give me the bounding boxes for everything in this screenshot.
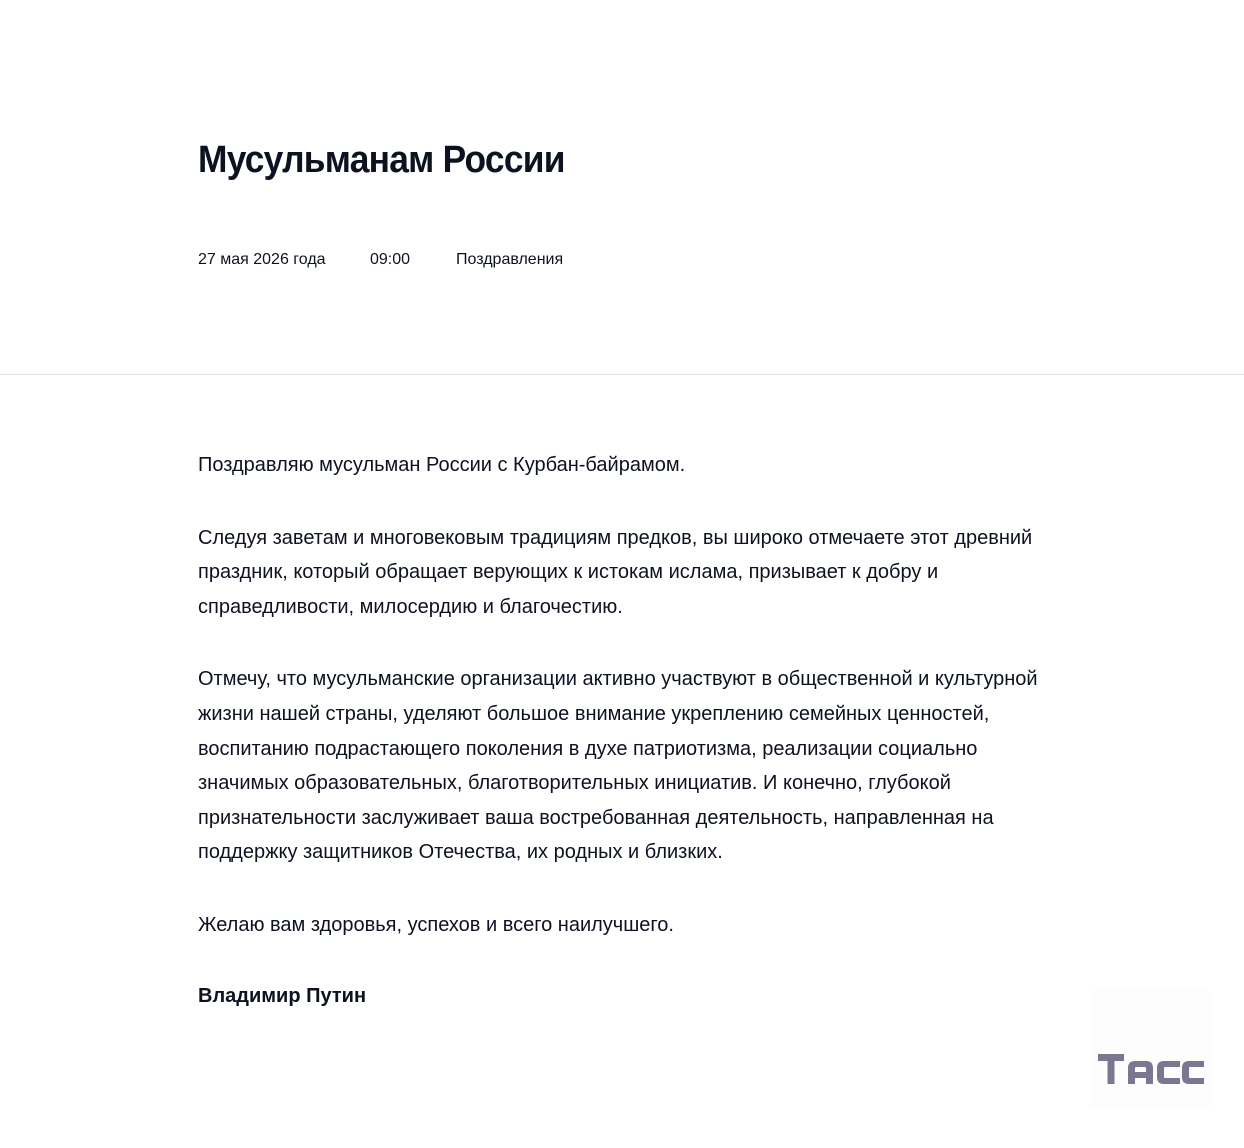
paragraph: Следуя заветам и многовековым традициям предков, вы широко отмечаете этот древний праздник, который обращает верующих к истокам ислама, призывает к добру и справедливости, милосердию и благочестию.	[198, 526, 1033, 618]
paragraph: Поздравляю мусульман России с Курбан-байрамом.	[198, 454, 686, 476]
header-divider	[0, 374, 1244, 375]
tass-watermark	[1090, 990, 1210, 1108]
page-title: Мусульманам России	[198, 139, 565, 181]
paragraph: Желаю вам здоровья, успехов и всего наилучшего.	[198, 913, 674, 936]
category-link[interactable]: Поздравления	[456, 251, 564, 268]
article-body	[198, 448, 1058, 1013]
tass-logo	[1098, 1052, 1204, 1086]
publish-time: 09:00	[370, 251, 411, 268]
paragraph: Отмечу, что мусульманские организации активно участвуют в общественной и культурной жизни нашей страны, уделяют большое внимание укреплению семейных ценностей, воспитанию подрастающего поколения в духе патриотизма, реализации социально значимых образовательных, благотворительных инициатив. И конечно, глубокой признательности заслуживает ваша востребованная деятельность, направленная на поддержку защитников Отечества, их родных и близких.	[198, 668, 1038, 864]
signature: Владимир Путин	[198, 984, 367, 1007]
publish-date: 27 мая 2026 года	[198, 251, 326, 268]
article-header	[0, 0, 1244, 374]
